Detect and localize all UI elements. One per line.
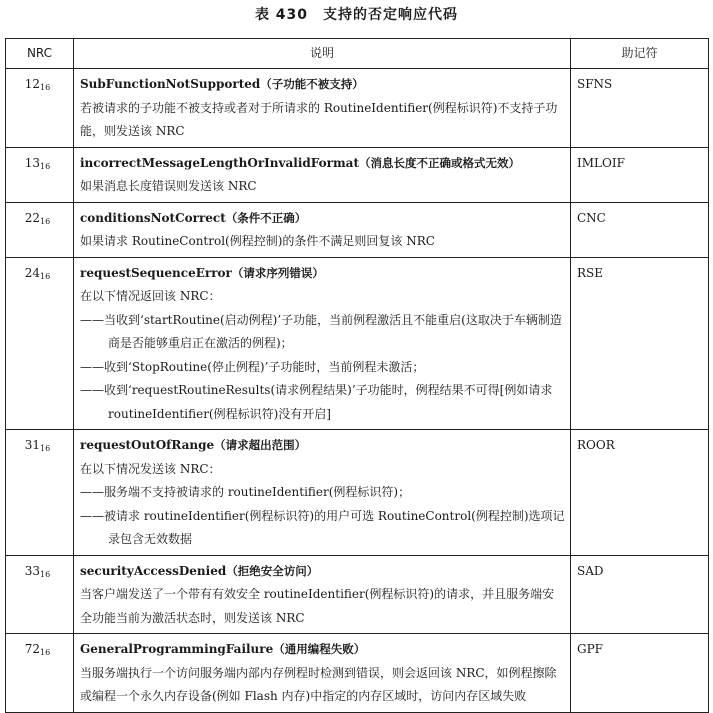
table-header-row	[6, 39, 709, 69]
nrc-value: 31	[24, 438, 41, 452]
nrc-text: 如果请求 RoutineControl(例程控制)的条件不满足则回复该 NRC	[80, 234, 435, 248]
nrc-title	[80, 560, 566, 584]
nrc-title-en: GeneralProgrammingFailure	[80, 642, 274, 656]
nrc-title-en: requestSequenceError	[80, 265, 232, 280]
nrc-code	[6, 555, 74, 634]
nrc-title-zh: （条件不正确）	[225, 210, 307, 225]
nrc-mnemonic: IMLOIF	[571, 147, 709, 202]
nrc-title	[80, 262, 566, 286]
table-row	[6, 555, 709, 634]
table-row	[6, 147, 709, 202]
nrc-code	[6, 147, 74, 202]
nrc-title-en: securityAccessDenied	[80, 563, 227, 578]
nrc-value: 72	[24, 642, 41, 656]
table-row	[6, 202, 709, 257]
nrc-condition-item: ——服务端不支持被请求的 routineIdentifier(例程标识符)；	[80, 485, 411, 499]
nrc-description	[74, 69, 571, 148]
table-row	[6, 430, 709, 556]
nrc-description	[74, 430, 571, 556]
nrc-mnemonic: CNC	[571, 202, 709, 257]
header-description: 说明	[74, 39, 571, 69]
nrc-text: 若被请求的子功能不被支持或者对于所请求的 RoutineIdentifier(例程标识符)不支持子功能，则发送该 NRC	[80, 100, 558, 138]
nrc-title-zh: （拒绝安全访问）	[226, 563, 319, 578]
nrc-mnemonic: ROOR	[571, 430, 709, 556]
nrc-text: 当服务端执行一个访问服务端内部内存例程时检测到错误，则会返回该 NRC，如例程擦除或编程一个永久内存设备(例如 Flash 内存)中指定的内存区域时，访问内存区域失败	[80, 665, 557, 703]
nrc-condition-item: ——收到‘StopRoutine(停止例程)’子功能时，当前例程未激活；	[80, 359, 425, 374]
nrc-value: 22	[24, 210, 41, 225]
nrc-mnemonic: RSE	[571, 257, 709, 430]
nrc-code	[6, 69, 74, 148]
nrc-title-zh: （消息长度不正确或格式无效）	[358, 155, 520, 170]
table-row	[6, 69, 709, 148]
nrc-base: 16	[40, 444, 51, 453]
header-mnemonic: 助记符	[571, 39, 709, 69]
nrc-title-en: incorrectMessageLengthOrInvalidFormat	[80, 155, 359, 170]
nrc-value: 12	[24, 77, 41, 91]
nrc-title	[80, 73, 566, 97]
nrc-title-en: conditionsNotCorrect	[80, 210, 226, 225]
nrc-value: 13	[24, 155, 41, 170]
nrc-code	[6, 634, 74, 713]
nrc-mnemonic: SFNS	[571, 69, 709, 148]
nrc-text: 如果消息长度错误则发送该 NRC	[80, 179, 257, 193]
nrc-base: 16	[40, 271, 51, 281]
nrc-base: 16	[40, 648, 51, 657]
nrc-text: 在以下情况发送该 NRC：	[80, 461, 221, 476]
nrc-description	[74, 202, 571, 257]
nrc-code	[6, 430, 74, 556]
nrc-base: 16	[40, 83, 51, 92]
nrc-description	[74, 634, 571, 713]
nrc-base: 16	[40, 216, 51, 226]
nrc-value: 24	[24, 265, 41, 280]
nrc-base: 16	[40, 569, 51, 579]
nrc-code	[6, 257, 74, 430]
nrc-title	[80, 638, 566, 662]
nrc-table	[5, 38, 709, 713]
header-nrc: NRC	[6, 39, 74, 69]
table-row	[6, 634, 709, 713]
nrc-title-zh: （通用编程失败）	[273, 642, 366, 656]
nrc-condition-item: ——当收到‘startRoutine(启动例程)’子功能，当前例程激活且不能重启(这取决于车辆制造商是否能够重启正在激活的例程)；	[80, 312, 562, 350]
nrc-description	[74, 147, 571, 202]
nrc-condition-item: ——被请求 routineIdentifier(例程标识符)的用户可选 RoutineControl(例程控制)选项记录包含无效数据	[80, 508, 565, 546]
nrc-title-en: requestOutOfRange	[80, 438, 215, 452]
nrc-mnemonic: GPF	[571, 634, 709, 713]
nrc-title	[80, 152, 566, 176]
nrc-description	[74, 555, 571, 634]
nrc-code	[6, 202, 74, 257]
nrc-title-zh: （请求序列错误）	[231, 265, 324, 280]
nrc-title	[80, 434, 566, 458]
nrc-title-zh: （请求超出范围）	[214, 438, 307, 452]
nrc-value: 33	[24, 563, 41, 578]
table-row	[6, 257, 709, 430]
table-caption: 表 430 支持的否定响应代码	[254, 7, 459, 23]
nrc-title-en: SubFunctionNotSupported	[80, 77, 261, 91]
nrc-title	[80, 207, 566, 231]
nrc-base: 16	[40, 161, 51, 171]
nrc-condition-item: ——收到‘requestRoutineResults(请求例程结果)’子功能时，例程结果不可得[例如请求 routineIdentifier(例程标识符)没有开启]	[80, 383, 553, 421]
nrc-title-zh: （子功能不被支持）	[260, 77, 364, 91]
nrc-description	[74, 257, 571, 430]
nrc-text: 当客户端发送了一个带有有效安全 routineIdentifier(例程标识符)的请求，并且服务端安全功能当前为激活状态时，则发送该 NRC	[80, 587, 555, 625]
nrc-text: 在以下情况返回该 NRC：	[80, 289, 221, 303]
nrc-mnemonic: SAD	[571, 555, 709, 634]
